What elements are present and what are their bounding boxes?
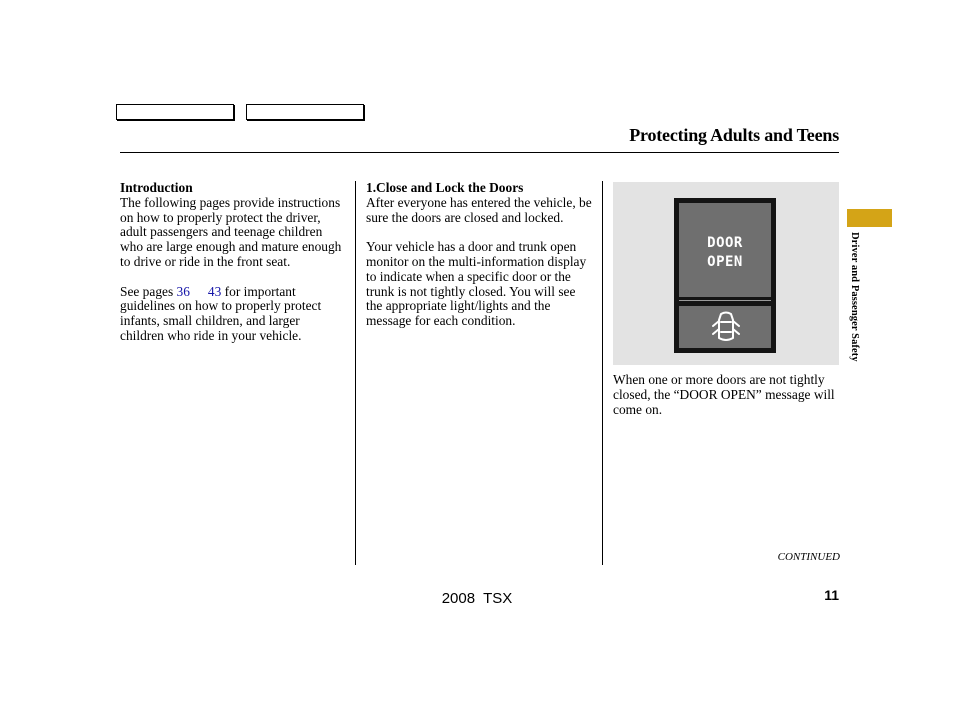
column-close-lock-doors [366,181,594,344]
title-divider [120,152,839,153]
see-pages-paragraph [120,285,346,344]
page-title: Protecting Adults and Teens [629,125,839,145]
display-divider [679,300,771,301]
door-open-paragraph: When one or more doors are not tightly closed, the “DOOR OPEN” message will come on. [613,372,835,417]
continued-label: CONTINUED [777,551,840,563]
column-divider [602,181,603,565]
column-introduction [120,181,346,359]
nav-button-main-menu[interactable] [116,104,234,120]
section-tab-marker[interactable] [847,209,892,227]
footer-model-name: 2008 TSX [441,590,513,607]
door-open-display-illustration [613,182,839,365]
section-heading-introduction: Introduction [120,180,193,195]
page-link-36[interactable]: 36 [176,283,190,299]
display-message [679,234,771,272]
display-line-open: OPEN [707,254,743,270]
see-pages-suffix: for important guidelines on how to properly protect infants, small children, and larger children who ride in your vehicle. [120,283,322,343]
page-link-43[interactable]: 43 [207,283,222,299]
multi-information-display [674,198,776,353]
display-icon-area [679,306,771,348]
close-doors-paragraph: After everyone has entered the vehicle, be sure the doors are closed and locked. [366,194,592,225]
car-doors-open-icon [710,310,742,344]
display-message-area [679,203,771,297]
door-monitor-paragraph: Your vehicle has a door and trunk open monitor on the multi-information display to indicate when a specific door or the trunk is not tightly closed. You will see the appropriate light/lights and the message for each condition. [366,239,587,329]
display-line-door: DOOR [707,235,743,251]
column-divider [355,181,356,565]
page-number: 11 [824,587,839,603]
section-heading-close-lock: 1.Close and Lock the Doors [366,180,524,195]
see-pages-prefix: See pages [120,283,177,299]
section-side-label: Driver and Passenger Safety [849,232,860,362]
intro-paragraph: The following pages provide instructions on how to properly protect the driver, adult passengers and teenage children who are large enough and mature enough to drive or ride in the front seat. [120,194,342,269]
nav-button-table-of-contents[interactable] [246,104,364,120]
column-door-open-description [613,373,839,432]
